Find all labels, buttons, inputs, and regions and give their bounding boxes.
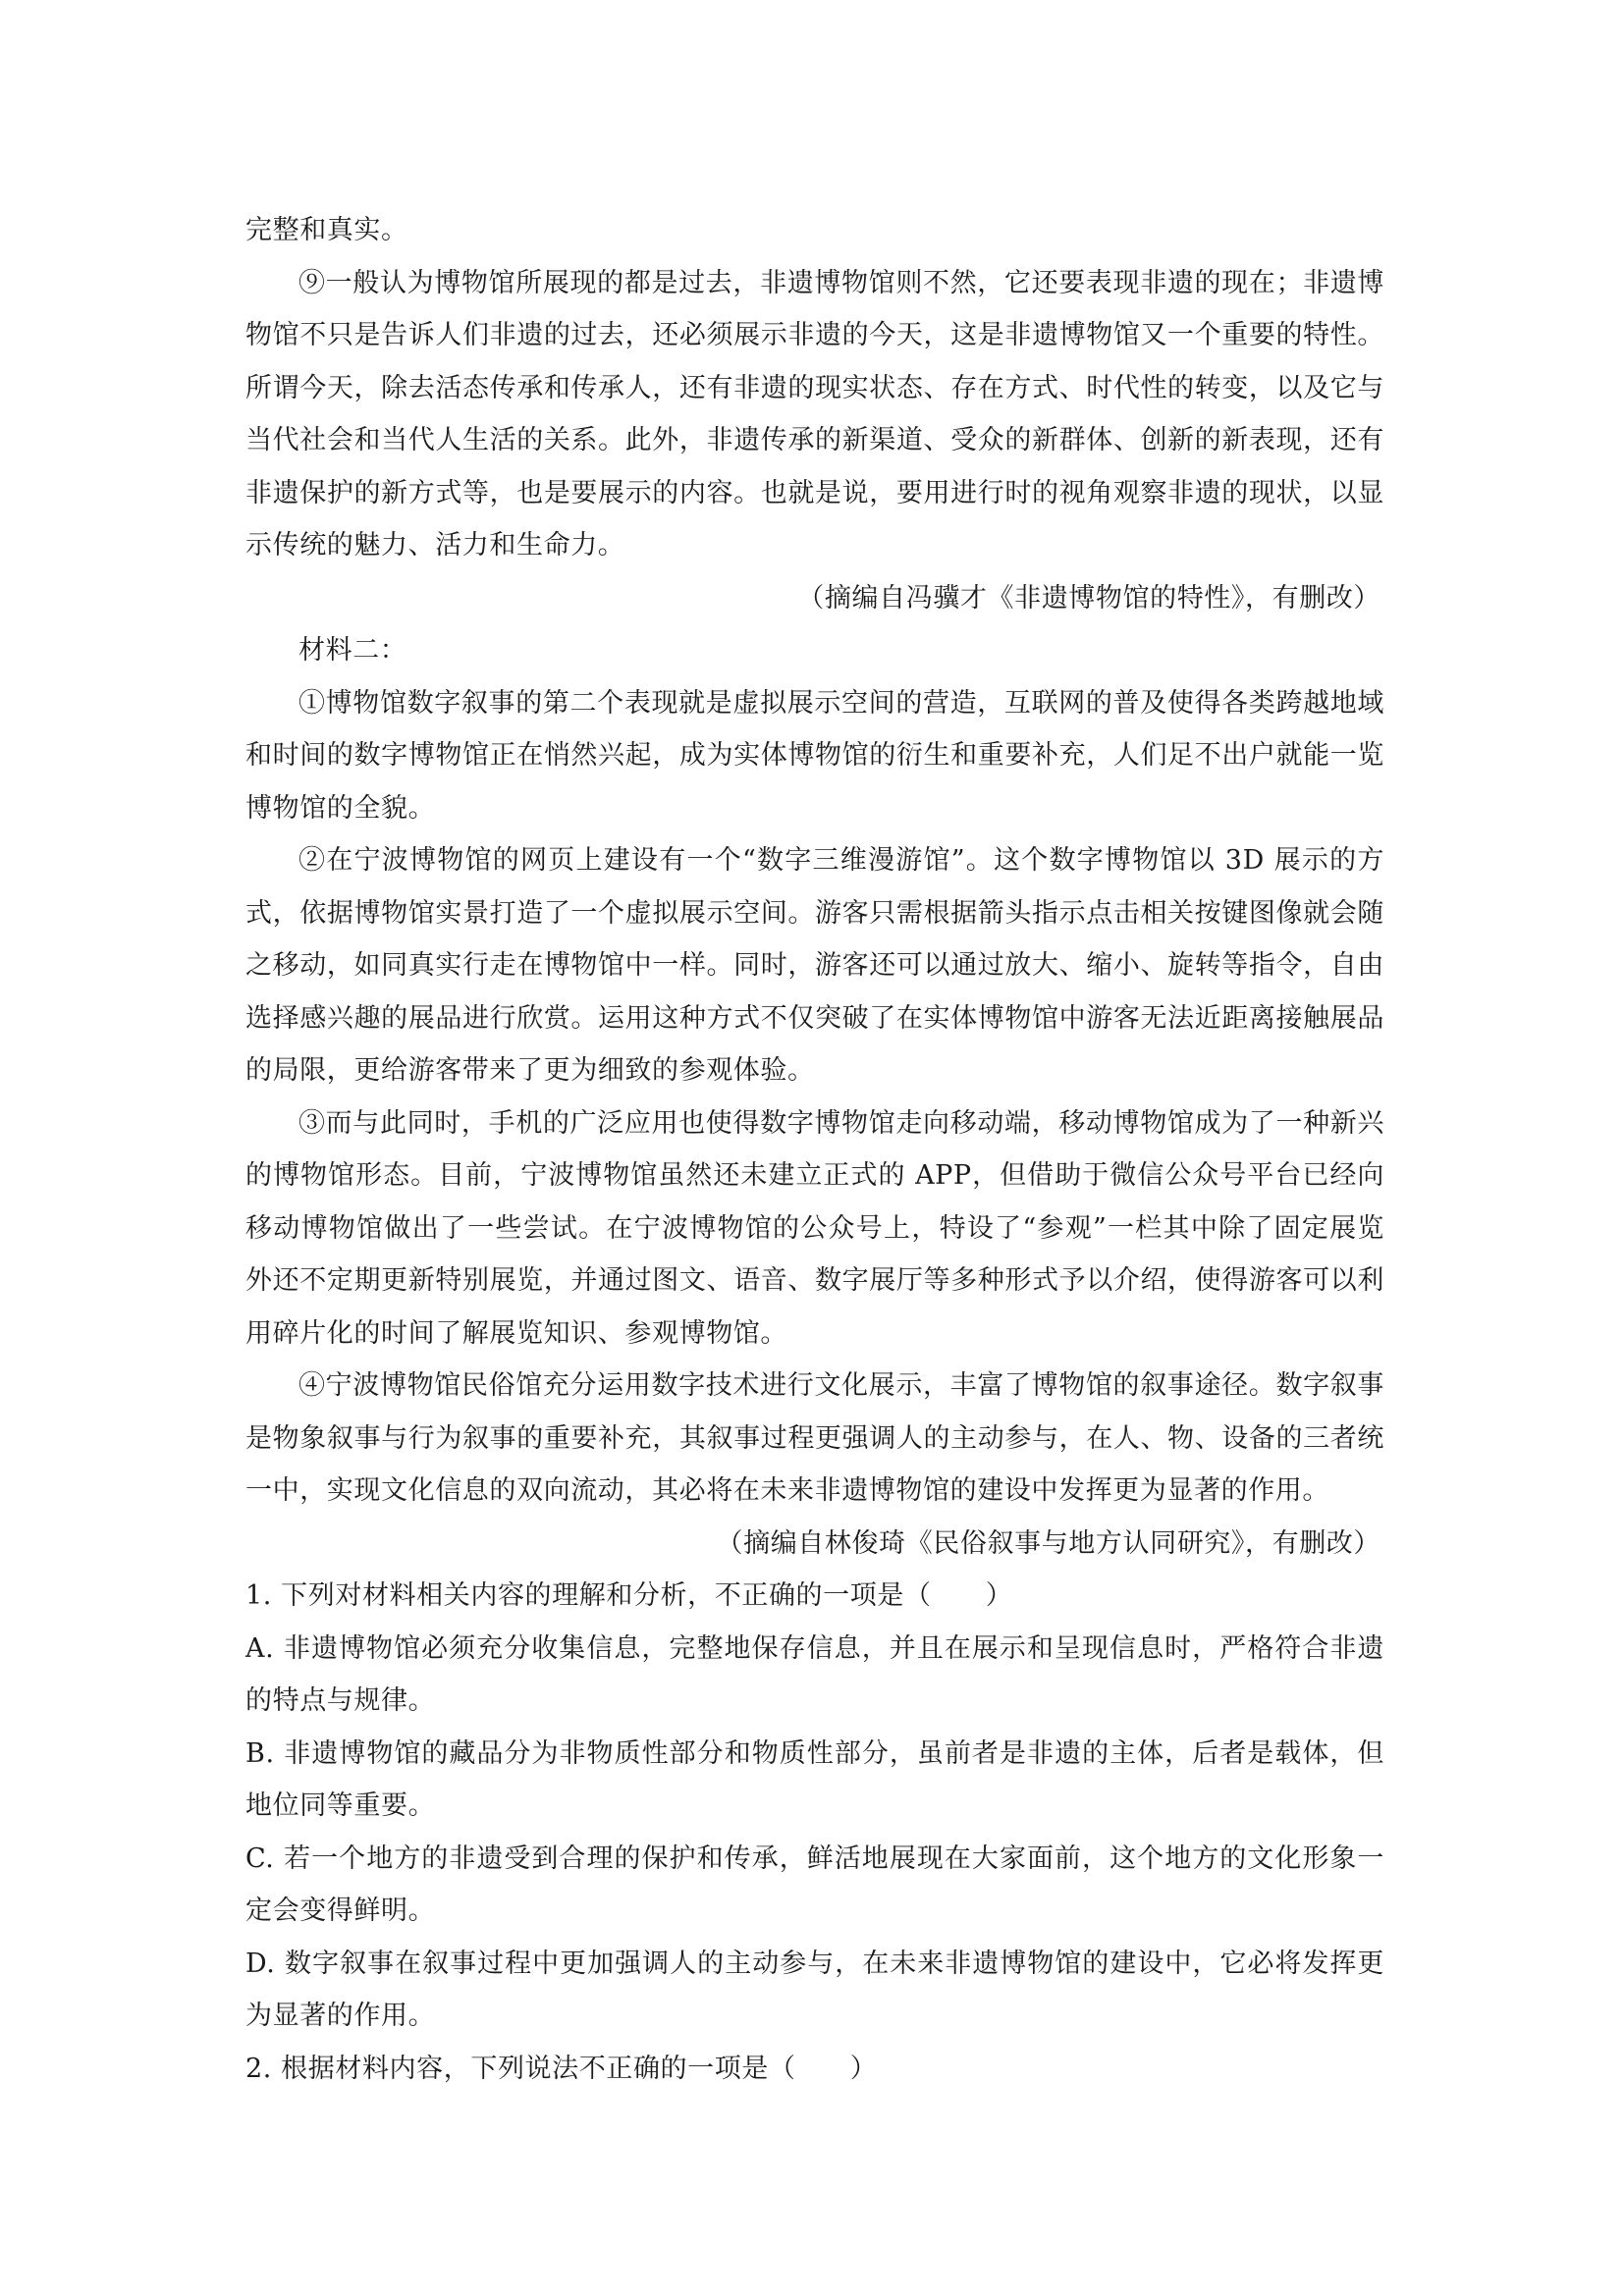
question-1-option-a: A. 非遗博物馆必须充分收集信息，完整地保存信息，并且在展示和呈现信息时，严格符合非遗的特点与规律。 xyxy=(245,1632,1384,1716)
question-1-option-c: C. 若一个地方的非遗受到合理的保护和传承，鲜活地展现在大家面前，这个地方的文化形象一定会变得鲜明。 xyxy=(245,1842,1384,1926)
material-two-source: （摘编自林俊琦《民俗叙事与地方认同研究》，有删改） xyxy=(716,1527,1380,1559)
material-one-continuation: 完整和真实。 xyxy=(245,215,408,245)
material-one-source: （摘编自冯骥才《非遗博物馆的特性》，有删改） xyxy=(797,582,1380,614)
question-1-option-d: D. 数字叙事在叙事过程中更加强调人的主动参与，在未来非遗博物馆的建设中，它必将发挥更为显著的作用。 xyxy=(245,1948,1384,2031)
question-1-option-b: B. 非遗博物馆的藏品分为非物质性部分和物质性部分，虽前者是非遗的主体，后者是载体，但地位同等重要。 xyxy=(245,1737,1384,1821)
question-2-stem: 2. 根据材料内容，下列说法不正确的一项是（ ） xyxy=(245,2053,878,2084)
material-two-paragraph-3: ③而与此同时，手机的广泛应用也使得数字博物馆走向移动端，移动博物馆成为了一种新兴的博物馆形态。目前，宁波博物馆虽然还未建立正式的 APP，但借助于微信公众号平台已经向移动博物馆做出了一些尝试。在宁波博物馆的公众号上，特设了“参观”一栏其中除了固定展览外还不定期更新特别展览，并通过图文、语音、数字展厅等多种形式予以介绍，使得游客可以利用碎片化的时间了解展览知识、参观博物馆。 xyxy=(245,1107,1384,1349)
material-two-paragraph-1: ①博物馆数字叙事的第二个表现就是虚拟展示空间的营造，互联网的普及使得各类跨越地域和时间的数字博物馆正在悄然兴起，成为实体博物馆的衍生和重要补充，人们足不出户就能一览博物馆的全貌。 xyxy=(245,687,1384,824)
material-two-paragraph-2: ②在宁波博物馆的网页上建设有一个“数字三维漫游馆”。这个数字博物馆以 3D 展示的方式，依据博物馆实景打造了一个虚拟展示空间。游客只需根据箭头指示点击相关按键图像就会随之移动，如同真实行走在博物馆中一样。同时，游客还可以通过放大、缩小、旋转等指令，自由选择感兴趣的展品进行欣赏。运用这种方式不仅突破了在实体博物馆中游客无法近距离接触展品的局限，更给游客带来了更为细致的参观体验。 xyxy=(245,845,1384,1086)
material-one-paragraph-9: ⑨一般认为博物馆所展现的都是过去，非遗博物馆则不然，它还要表现非遗的现在；非遗博物馆不只是告诉人们非遗的过去，还必须展示非遗的今天，这是非遗博物馆又一个重要的特性。所谓今天，除去活态传承和传承人，还有非遗的现实状态、存在方式、时代性的转变，以及它与当代社会和当代人生活的关系。此外，非遗传承的新渠道、受众的新群体、创新的新表现，还有非遗保护的新方式等，也是要展示的内容。也就是说，要用进行时的视角观察非遗的现状，以显示传统的魅力、活力和生命力。 xyxy=(245,267,1384,561)
question-1-stem: 1. 下列对材料相关内容的理解和分析，不正确的一项是（ ） xyxy=(245,1580,1013,1611)
material-two-paragraph-4: ④宁波博物馆民俗馆充分运用数字技术进行文化展示，丰富了博物馆的叙事途径。数字叙事是物象叙事与行为叙事的重要补充，其叙事过程更强调人的主动参与，在人、物、设备的三者统一中，实现文化信息的双向流动，其必将在未来非遗博物馆的建设中发挥更为显著的作用。 xyxy=(245,1370,1384,1506)
document-body xyxy=(245,204,1384,2095)
material-two-label: 材料二： xyxy=(298,635,407,666)
